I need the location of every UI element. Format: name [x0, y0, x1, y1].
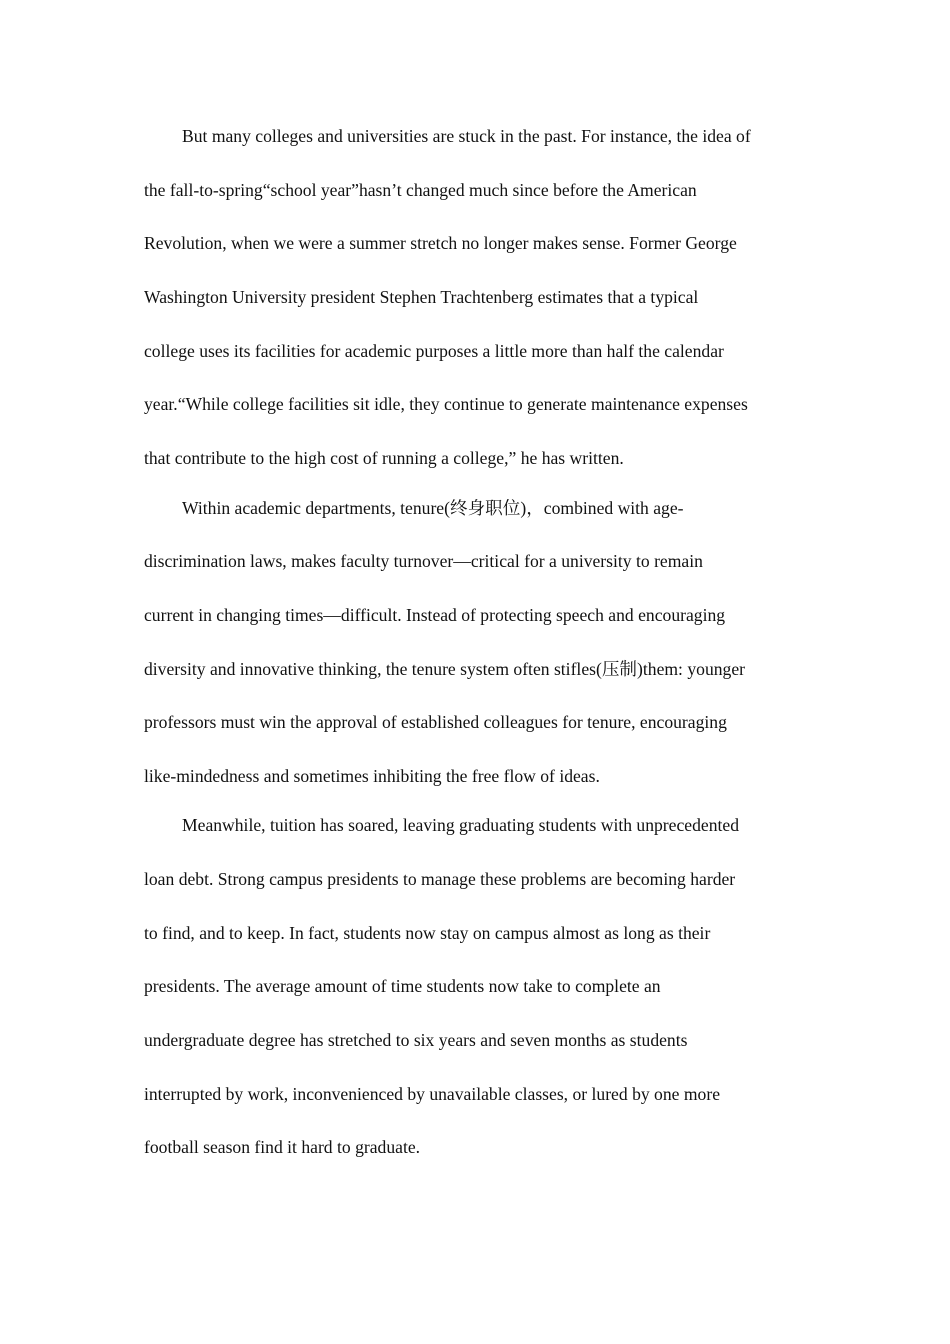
paragraph-3 [144, 799, 806, 1175]
text-line: undergraduate degree has stretched to six years and seven months as students [144, 1030, 688, 1051]
text-line: current in changing times—difficult. Instead of protecting speech and encouraging [144, 604, 726, 625]
text-line: that contribute to the high cost of running a college,” he has written. [144, 448, 624, 469]
text-line: to find, and to keep. In fact, students now stay on campus almost as long as their [144, 922, 711, 943]
text-line: interrupted by work, inconvenienced by unavailable classes, or lured by one more [144, 1083, 721, 1104]
body-text [144, 110, 806, 1175]
text-line: professors must win the approval of established colleagues for tenure, encouraging [144, 712, 727, 733]
text-line: Within academic departments, tenure(终身职位)，combined with age- [182, 497, 684, 518]
text-line: But many colleges and universities are stuck in the past. For instance, the idea of [182, 126, 751, 146]
text-line: college uses its facilities for academic purposes a little more than half the calendar [144, 340, 724, 361]
text-line: Revolution, when we were a summer stretch no longer makes sense. Former George [144, 233, 737, 254]
text-line: football season find it hard to graduate. [144, 1137, 421, 1158]
paragraph-2 [144, 482, 806, 804]
text-line: Meanwhile, tuition has soared, leaving graduating students with unprecedented [182, 815, 739, 836]
paragraph-1 [144, 110, 806, 486]
text-line: year.“While college facilities sit idle, they continue to generate maintenance expenses [144, 394, 748, 415]
text-line: diversity and innovative thinking, the tenure system often stifles(压制)them: younger [144, 658, 745, 679]
text-line: the fall-to-spring“school year”hasn’t changed much since before the American [144, 179, 697, 200]
text-line: discrimination laws, makes faculty turnover—critical for a university to remain [144, 551, 703, 572]
text-line: like-mindedness and sometimes inhibiting the free flow of ideas. [144, 765, 600, 786]
text-line: loan debt. Strong campus presidents to manage these problems are becoming harder [144, 869, 736, 890]
text-line: Washington University president Stephen Trachtenberg estimates that a typical [144, 287, 699, 308]
text-line: presidents. The average amount of time students now take to complete an [144, 976, 661, 997]
